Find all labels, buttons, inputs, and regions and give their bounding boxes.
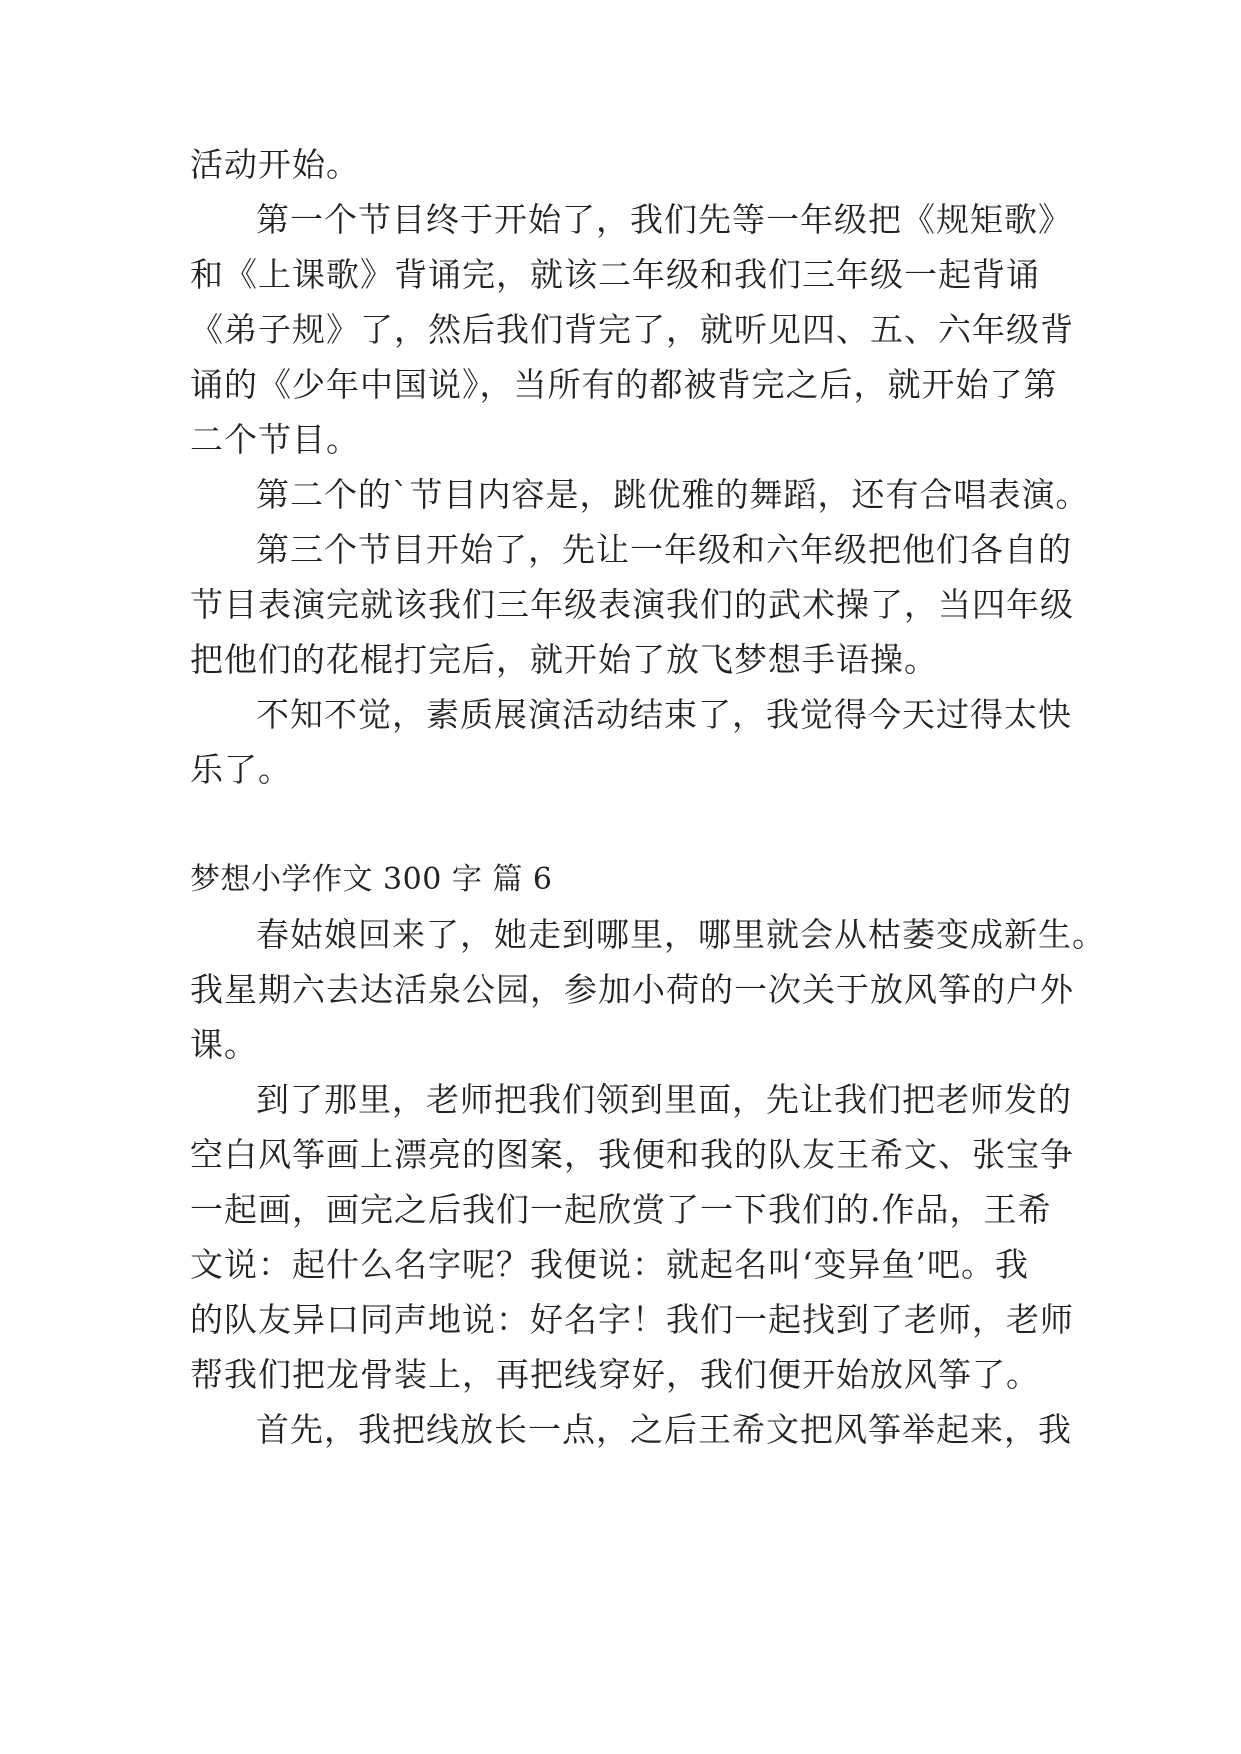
paragraph-line: 《弟子规》了，然后我们背完了，就听见四、五、六年级背 [190,310,1074,349]
paragraph-line: 春姑娘回来了，她走到哪里，哪里就会从枯萎变成新生。 [256,915,1106,954]
paragraph-line: 不知不觉，素质展演活动结束了，我觉得今天过得太快 [256,695,1072,734]
paragraph-line: 和《上课歌》背诵完，就该二年级和我们三年级一起背诵 [190,255,1040,294]
paragraph-line: 帮我们把龙骨装上，再把线穿好，我们便开始放风筝了。 [190,1355,1040,1394]
paragraph-line: 空白风筝画上漂亮的图案，我便和我的队友王希文、张宝争 [190,1135,1074,1174]
paragraph-line: 的队友异口同声地说：好名字！我们一起找到了老师，老师 [190,1300,1074,1339]
paragraph-line: 把他们的花棍打完后，就开始了放飞梦想手语操。 [190,640,938,679]
paragraph-line: 第三个节目开始了，先让一年级和六年级把他们各自的 [256,530,1072,569]
paragraph-line: 文说：起什么名字呢？我便说：就起名叫‘变异鱼’吧。我 [190,1245,1029,1284]
paragraph-line: 课。 [190,1025,258,1064]
paragraph-line: 一起画，画完之后我们一起欣赏了一下我们的.作品，王希 [190,1190,1052,1229]
paragraph-line: 乐了。 [190,750,292,789]
paragraph-line: 二个节目。 [190,420,360,459]
paragraph-line: 我星期六去达活泉公园，参加小荷的一次关于放风筝的户外 [190,970,1074,1009]
paragraph-line: 活动开始。 [190,145,360,184]
paragraph-line: 首先，我把线放长一点，之后王希文把风筝举起来，我 [256,1410,1072,1449]
paragraph-line: 诵的《少年中国说》，当所有的都被背完之后，就开始了第 [190,365,1058,404]
paragraph-line: 节目表演完就该我们三年级表演我们的武术操了，当四年级 [190,585,1074,624]
paragraph-line: 第一个节目终于开始了，我们先等一年级把《规矩歌》 [256,200,1072,239]
paragraph-line: 到了那里，老师把我们领到里面，先让我们把老师发的 [256,1080,1072,1119]
section-heading: 梦想小学作文 300 字 篇 6 [190,862,553,897]
paragraph-line: 第二个的`节目内容是，跳优雅的舞蹈，还有合唱表演。 [256,475,1090,514]
